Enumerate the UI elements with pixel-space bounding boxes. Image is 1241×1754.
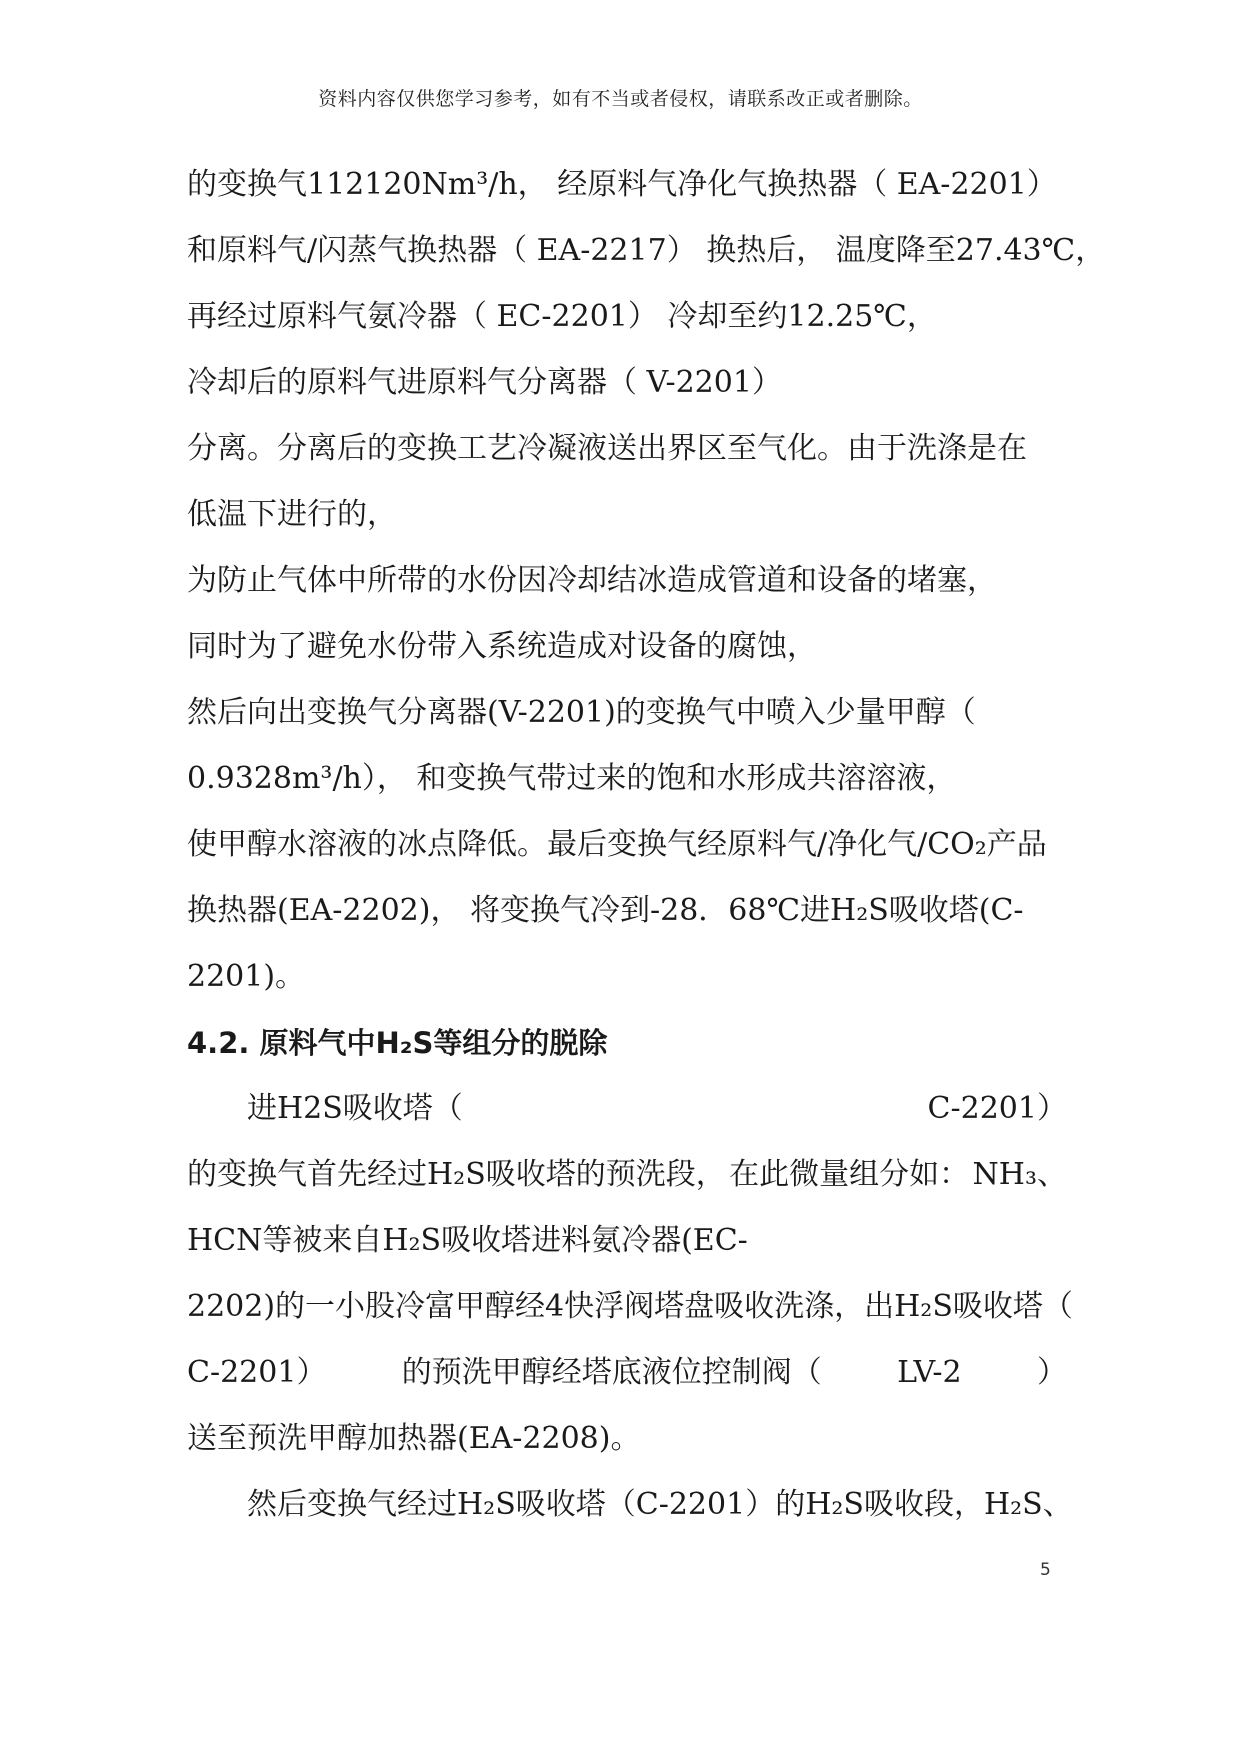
text-segment: 然后变换气经过H₂S吸收塔（ [247, 1487, 636, 1522]
text-segment: C-2201） [187, 1355, 327, 1390]
text-segment: 的变换气首先经过H₂S吸收塔的预洗段， [187, 1157, 726, 1192]
text-segment: 的H₂S吸收段， [775, 1487, 984, 1522]
text-segment: 2202)的一小股冷富甲醇经4快浮阀塔盘吸收洗涤， [187, 1289, 865, 1324]
text-line: 的变换气112120Nm³/h， 经原料气净化气换热器（ EA-2201） [187, 167, 1057, 202]
text-segment: H₂S、 [983, 1487, 1073, 1522]
page-number: 5 [1040, 1560, 1051, 1580]
text-segment: LV-2 [897, 1355, 962, 1390]
text-line: 分离。分离后的变换工艺冷凝液送出界区至气化。由于洗涤是在 [187, 431, 1027, 466]
text-segment: 出H₂S吸收塔（ [864, 1289, 1073, 1324]
text-segment: C-2201） [635, 1487, 776, 1522]
section-heading: 4.2. 原料气中H₂S等组分的脱除 [187, 1026, 608, 1060]
text-segment: NH₃、 [972, 1157, 1067, 1192]
text-line: HCN等被来自H₂S吸收塔进料氨冷器(EC- [187, 1223, 748, 1258]
text-segment: ） [1036, 1355, 1067, 1390]
text-line [187, 1086, 1067, 1152]
text-line: 2201)。 [187, 959, 306, 994]
text-segment: 在此微量组分如： [729, 1157, 970, 1192]
text-line: 冷却后的原料气进原料气分离器（ V-2201） [187, 365, 782, 400]
text-line: 使甲醇水溶液的冰点降低。最后变换气经原料气/净化气/CO₂产品 [187, 827, 1047, 862]
text-segment: 进H2S吸收塔（ [247, 1091, 463, 1126]
text-line: 同时为了避免水份带入系统造成对设备的腐蚀， [187, 629, 817, 664]
text-line [187, 1350, 1067, 1416]
text-segment: 的预洗甲醇经塔底液位控制阀（ [401, 1355, 822, 1390]
text-line: 换热器(EA-2202)， 将变换气冷到-28．68℃进H₂S吸收塔(C- [187, 893, 1024, 928]
document-body [187, 162, 1106, 1548]
text-line: 送至预洗甲醇加热器(EA-2208)。 [187, 1421, 641, 1456]
text-line [187, 1284, 1073, 1350]
text-line: 低温下进行的， [187, 497, 397, 532]
text-segment: C-2201） [927, 1091, 1067, 1126]
text-line: 和原料气/闪蒸气换热器（ EA-2217） 换热后， 温度降至27.43℃， [187, 233, 1106, 268]
text-line: 为防止气体中所带的水份因冷却结冰造成管道和设备的堵塞， [187, 563, 997, 598]
page-header: 资料内容仅供您学习参考，如有不当或者侵权，请联系改正或者删除。 [318, 88, 923, 110]
text-line [187, 1482, 1073, 1548]
text-line: 0.9328m³/h）， 和变换气带过来的饱和水形成共溶溶液， [187, 761, 957, 796]
text-line: 再经过原料气氨冷器（ EC-2201） 冷却至约12.25℃， [187, 299, 937, 334]
text-line: 然后向出变换气分离器(V-2201)的变换气中喷入少量甲醇（ [187, 695, 976, 730]
text-line [187, 1152, 1067, 1218]
